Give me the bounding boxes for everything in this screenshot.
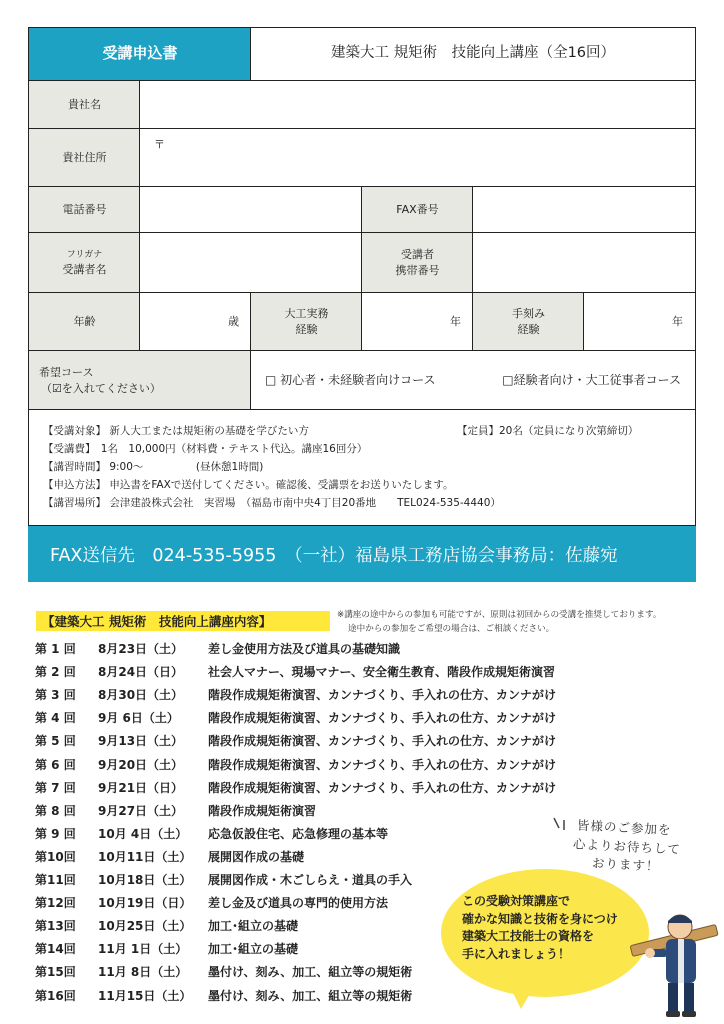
schedule-no: 第10回 (35, 849, 76, 864)
schedule-content: 階段作成規矩術演習、カンナづくり、手入れの仕方、カンナがけ (208, 780, 557, 795)
schedule-no: 第 8 回 (35, 803, 76, 818)
course-option-beginner[interactable]: □ 初心者・未経験者向けコース (265, 372, 436, 387)
schedule-no: 第11回 (35, 873, 76, 887)
schedule-no: 第 7 回 (35, 780, 76, 795)
schedule-no: 第 6 回 (35, 757, 76, 772)
course-label-line1: 希望コース (39, 365, 94, 379)
address-label (28, 128, 141, 188)
age-field[interactable] (139, 292, 252, 352)
schedule-content: 展開図作成の基礎 (208, 849, 305, 864)
schedule-date: 11月 1日（土） (98, 942, 188, 957)
bubble-line-3: 建築大工技能士の資格を (462, 929, 595, 943)
bubble-tail (505, 985, 545, 1015)
form-header-title (250, 27, 696, 81)
schedule-no: 第 4 回 (35, 711, 76, 726)
handwritten-line-1: 皆様のご参加を (576, 817, 672, 838)
schedule-no: 第 9 回 (35, 826, 76, 841)
info-capacity: 【定員】20名（定員になり次第締切） (457, 425, 639, 437)
schedule-no: 第12回 (35, 896, 76, 911)
schedule-no: 第 5 回 (35, 734, 76, 749)
form-header-title-text: 建築大工 規矩術 技能向上講座（全16回） (330, 45, 616, 62)
schedule-no: 第13回 (35, 919, 76, 934)
mobile-label (361, 232, 474, 294)
mobile-field[interactable] (472, 232, 696, 294)
schedule-note-1: ※講座の途中からの参加も可能ですが、原則は初回からの受講を推奨しております。 (337, 610, 662, 620)
schedule-content: 墨付け、刻み、加工、組立等の規矩術 (208, 965, 413, 980)
form-header-label-text: 受講申込書 (102, 44, 178, 63)
handcarve-exp-line1: 手刻み (512, 307, 545, 321)
handwritten-line-2: 心よりお待ちして (572, 836, 682, 857)
schedule-no: 第16回 (35, 988, 76, 1003)
fax-label (361, 186, 474, 234)
fax-field[interactable] (472, 186, 696, 234)
info-apply: 【申込方法】 申込書をFAXで送付してください。確認後、受講票をお送りいたします。 (43, 479, 454, 491)
bubble-line-1: この受験対策講座で (462, 894, 571, 908)
schedule-content: 階段作成規矩術演習、カンナづくり、手入れの仕方、カンナがけ (208, 734, 557, 749)
schedule-date: 8月23日（土） (98, 642, 184, 656)
schedule-content: 階段作成規矩術演習、カンナづくり、手入れの仕方、カンナがけ (208, 757, 557, 772)
schedule-content: 加工･組立の基礎 (208, 919, 299, 934)
schedule-content: 展開図作成・木ごしらえ・道具の手入 (208, 873, 413, 887)
schedule-date: 10月 4日（土） (98, 826, 188, 841)
address-field[interactable] (139, 128, 696, 188)
carpenter-illustration-icon (628, 905, 720, 1020)
schedule-date: 10月18日（土） (98, 873, 192, 887)
fax-destination-bar (28, 526, 696, 582)
handcarve-exp-line2: 経験 (517, 323, 540, 336)
age-label (28, 292, 141, 352)
phone-label (28, 186, 141, 234)
schedule-date: 9月20日（土） (98, 757, 184, 772)
schedule-title (36, 611, 330, 631)
handcarve-unit: 年 (672, 315, 683, 329)
furigana-label: フリガナ (66, 249, 103, 260)
mobile-label-line2: 携帯番号 (395, 264, 440, 277)
schedule-date: 11月15日（土） (98, 988, 192, 1003)
form-header-label (28, 27, 252, 81)
schedule-content: 階段作成規矩術演習、カンナづくり、手入れの仕方、カンナがけ (208, 711, 557, 726)
schedule-content: 階段作成規矩術演習 (208, 803, 317, 818)
course-label (28, 350, 252, 411)
course-info-box (28, 409, 696, 526)
info-fee: 【受講費】 1名 10,000円（材料費・テキスト代込。講座16回分） (43, 443, 368, 455)
schedule-date: 8月24日（日） (98, 665, 184, 680)
company-label (28, 80, 141, 130)
course-label-line2: （☑を入れてください） (41, 381, 161, 395)
bubble-line-2: 確かな知識と技術を身につけ (462, 911, 618, 926)
info-target: 【受講対象】 新人大工または規矩術の基礎を学びたい方 (43, 425, 309, 437)
carpentry-exp-line2: 経験 (295, 323, 318, 336)
schedule-no: 第 1 回 (35, 642, 76, 656)
fax-label-text: FAX番号 (396, 203, 439, 217)
schedule-content: 差し金使用方法及び道具の基礎知識 (208, 642, 401, 656)
schedule-content: 応急仮設住宅、応急修理の基本等 (208, 826, 389, 841)
schedule-date: 8月30日（土） (98, 688, 184, 703)
schedule-date: 10月25日（土） (98, 919, 192, 934)
schedule-note-2: 途中からの参加をご希望の場合は、ご相談ください。 (348, 624, 555, 634)
postal-mark: 〒 (154, 138, 165, 151)
name-label-text: 受講者名 (62, 262, 107, 276)
info-time: 【講習時間】 9:00～ (昼休憩1時間) (43, 461, 264, 473)
company-label-text: 貴社名 (68, 98, 101, 112)
info-venue: 【講習場所】 会津建設株式会社 実習場 （福島市南中央4丁目20番地 TEL024-535-4440） (43, 497, 501, 509)
phone-field[interactable] (139, 186, 363, 234)
schedule-content: 加工･組立の基礎 (208, 942, 299, 957)
schedule-date: 9月 6日（土） (98, 711, 179, 726)
course-options (250, 350, 696, 411)
schedule-content: 社会人マナー、現場マナー、安全衛生教育、階段作成規矩術演習 (208, 665, 556, 680)
handcarve-exp-label (472, 292, 585, 352)
sparkle-icon (550, 816, 570, 846)
schedule-no: 第 3 回 (35, 688, 76, 703)
schedule-no: 第15回 (35, 965, 76, 980)
handcarve-exp-field[interactable] (583, 292, 696, 352)
name-label (28, 232, 141, 294)
handwritten-line-3: おります！ (591, 855, 660, 874)
schedule-content: 墨付け、刻み、加工、組立等の規矩術 (208, 988, 413, 1003)
mobile-label-line1: 受講者 (401, 248, 434, 262)
schedule-date: 10月19日（日） (98, 896, 192, 911)
schedule-date: 10月11日（土） (98, 849, 192, 864)
age-unit: 歳 (228, 315, 239, 329)
carpentry-exp-label (250, 292, 363, 352)
schedule-date: 11月 8日（土） (98, 965, 188, 980)
carpentry-exp-field[interactable] (361, 292, 474, 352)
age-label-text: 年齢 (73, 315, 96, 329)
fax-destination-text: FAX送信先 024-535-5955 （一社）福島県工務店協会事務局：佐藤宛 (50, 545, 618, 566)
schedule-title-text: 【建築大工 規矩術 技能向上講座内容】 (42, 614, 272, 629)
schedule-date: 9月27日（土） (98, 803, 184, 818)
schedule-content: 階段作成規矩術演習、カンナづくり、手入れの仕方、カンナがけ (208, 688, 557, 703)
schedule-date: 9月21日（日） (98, 780, 184, 795)
address-label-text: 貴社住所 (62, 151, 107, 165)
phone-label-text: 電話番号 (62, 203, 107, 217)
name-field[interactable] (139, 232, 363, 294)
bubble-text (462, 893, 652, 963)
bubble-line-4: 手に入れましょう！ (462, 946, 571, 961)
schedule-date: 9月13日（土） (98, 734, 184, 749)
carpentry-exp-line1: 大工実務 (284, 307, 329, 321)
schedule-content: 差し金及び道具の専門的使用方法 (208, 896, 389, 911)
schedule-no: 第 2 回 (35, 665, 76, 680)
schedule-no: 第14回 (35, 942, 76, 957)
carpentry-unit: 年 (450, 315, 461, 329)
course-option-experienced[interactable]: □経験者向け・大工従事者コース (502, 372, 681, 387)
company-field[interactable] (139, 80, 696, 130)
